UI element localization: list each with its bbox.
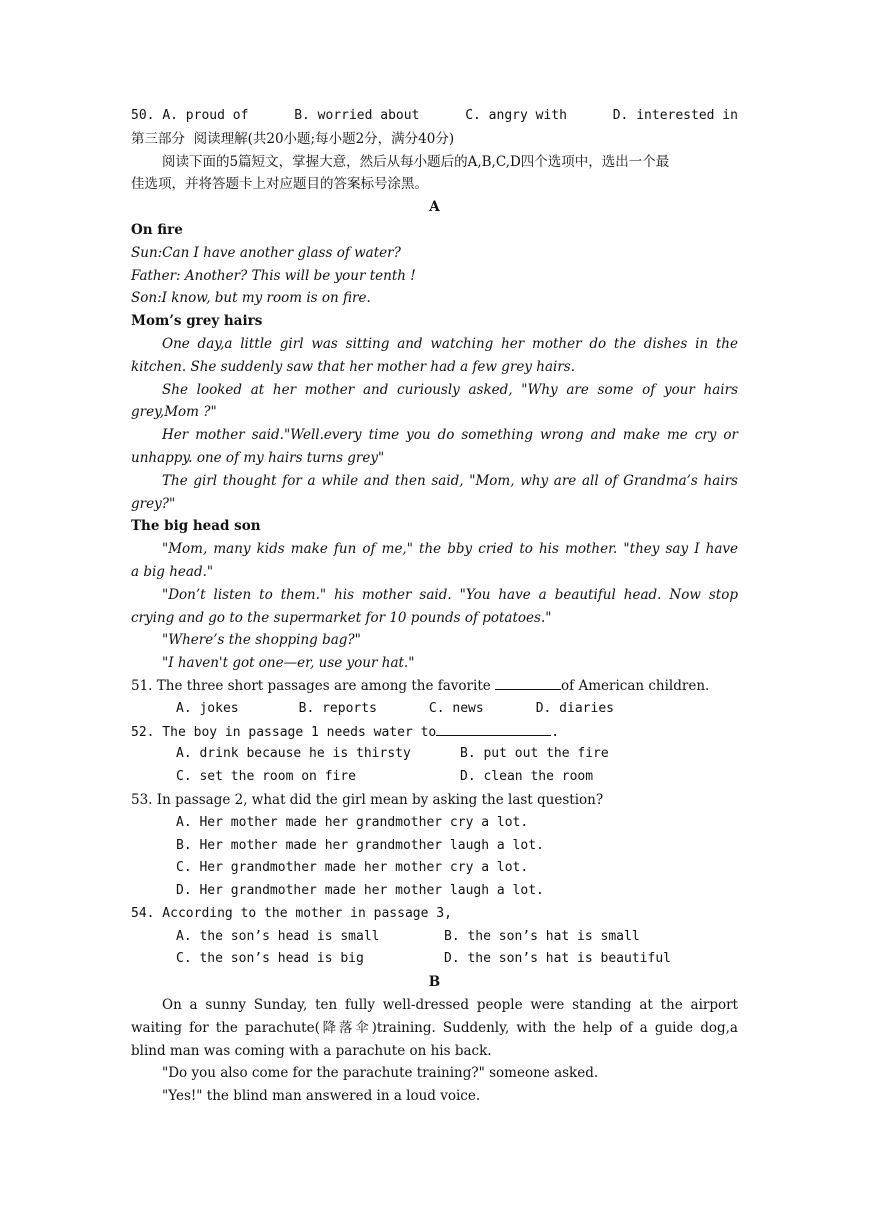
passage-line: waiting for the parachute(降落伞)training. Suddenly, with the help of a guide dog,a xyxy=(131,1019,738,1036)
option-b: B. worried about xyxy=(294,108,420,123)
question-stem: . xyxy=(551,724,560,740)
option-a: A. Her mother made her grandmother cry a lot. xyxy=(176,814,529,830)
story-line: "I haven't got one—er, use your hat." xyxy=(162,655,415,672)
story-line: "Don’t listen to them." his mother said. "You have a beautiful head. Now stop xyxy=(162,586,738,603)
option-d: D. clean the room xyxy=(460,769,594,785)
question-number: 52. xyxy=(131,724,155,740)
question-stem: of American children. xyxy=(561,677,710,694)
story-line: Son:I know, but my room is on fire. xyxy=(131,290,371,307)
option-c: C. set the room on fire xyxy=(176,769,357,785)
story-line: She looked at her mother and curiously asked, "Why are some of your hairs xyxy=(162,381,738,398)
instruction-line: 阅读下面的5篇短文，掌握大意，然后从每小题后的A,B,C,D四个选项中，选出一个最 xyxy=(162,153,670,170)
question-53 xyxy=(131,789,738,812)
option-c: C. the son’s head is big xyxy=(176,951,364,967)
option-d: D. the son’s hat is beautiful xyxy=(444,951,671,967)
instruction-line: 佳选项，并将答题卡上对应题目的答案标号涂黑。 xyxy=(131,176,428,193)
story-title-grey-hairs: Mom’s grey hairs xyxy=(131,313,263,330)
option-c: C. news xyxy=(428,700,484,716)
option-b: B. the son’s hat is small xyxy=(444,928,640,944)
story-line: "Where’s the shopping bag?" xyxy=(162,632,361,649)
story-line: Her mother said."Well.every time you do something wrong and make me cry or xyxy=(162,427,738,444)
question-stem: The three short passages are among the favorite xyxy=(152,677,496,694)
passage-line: blind man was coming with a parachute on his back. xyxy=(131,1042,492,1059)
option-a: A. drink because he is thirsty xyxy=(176,746,411,762)
question-number: 50. xyxy=(131,108,155,123)
question-stem: According to the mother in passage 3, xyxy=(154,905,452,921)
story-line: grey,Mom ?" xyxy=(131,404,217,421)
option-d: D. Her grandmother made her mother laugh a lot. xyxy=(176,883,544,899)
question-52 xyxy=(131,721,738,744)
question-52-options xyxy=(131,766,738,789)
question-number: 54. xyxy=(131,905,155,921)
question-number: 51. xyxy=(131,677,153,694)
passage-b-label: B xyxy=(428,974,441,991)
page-content xyxy=(131,105,738,1108)
answer-blank xyxy=(495,675,561,690)
question-stem: The boy in passage 1 needs water to xyxy=(154,724,437,740)
option-b: B. reports xyxy=(298,700,377,716)
story-line: Sun:Can I have another glass of water? xyxy=(131,244,401,261)
option-a: A. proud of xyxy=(162,108,249,123)
question-stem: In passage 2, what did the girl mean by asking the last question? xyxy=(152,791,604,808)
answer-blank xyxy=(436,721,551,736)
option-b: B. Her mother made her grandmother laugh a lot. xyxy=(176,837,544,853)
passage-line: "Yes!" the blind man answered in a loud voice. xyxy=(162,1088,481,1105)
story-line: crying and go to the supermarket for 10 pounds of potatoes." xyxy=(131,609,552,626)
question-54-options xyxy=(131,926,738,949)
question-54 xyxy=(131,903,738,926)
story-title-on-fire: On fire xyxy=(131,221,183,238)
question-51 xyxy=(131,675,738,698)
option-b: B. put out the fire xyxy=(460,746,609,762)
question-54-options xyxy=(131,948,738,971)
section-header: 第三部分 阅读理解(共20小题;每小题2分，满分40分) xyxy=(131,130,455,147)
option-c: C. Her grandmother made her mother cry a lot. xyxy=(176,860,529,876)
story-title-big-head-son: The big head son xyxy=(131,518,261,535)
story-line: One day,a little girl was sitting and watching her mother do the dishes in the xyxy=(162,335,738,352)
story-line: Father: Another? This will be your tenth ! xyxy=(131,267,416,284)
story-line: The girl thought for a while and then said, "Mom, why are all of Grandma’s hairs xyxy=(162,472,738,489)
story-line: kitchen. She suddenly saw that her mother had a few grey hairs. xyxy=(131,358,575,375)
option-c: C. angry with xyxy=(465,108,567,123)
question-number: 53. xyxy=(131,791,153,808)
option-a: A. jokes xyxy=(176,700,239,716)
story-line: grey?" xyxy=(131,495,176,512)
option-d: D. interested in xyxy=(612,108,738,123)
story-line: "Mom, many kids make fun of me," the bby cried to his mother. "they say I have xyxy=(162,541,738,558)
question-52-options xyxy=(131,743,738,766)
passage-a-label: A xyxy=(429,199,440,216)
story-line: unhappy. one of my hairs turns grey" xyxy=(131,449,385,466)
passage-line: On a sunny Sunday, ten fully well-dressed people were standing at the airport xyxy=(162,997,738,1014)
option-a: A. the son’s head is small xyxy=(176,928,380,944)
question-50 xyxy=(131,105,738,128)
option-d: D. diaries xyxy=(535,700,614,716)
story-line: a big head." xyxy=(131,563,214,580)
question-51-options xyxy=(131,698,738,721)
passage-line: "Do you also come for the parachute training?" someone asked. xyxy=(162,1065,599,1082)
